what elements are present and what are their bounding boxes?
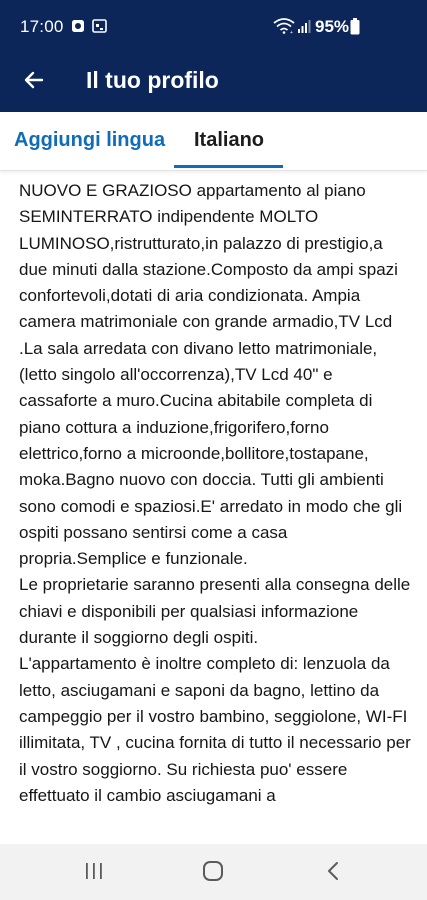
signal-icon bbox=[297, 19, 311, 33]
description-text: NUOVO E GRAZIOSO appartamento al piano SEMINTERRATO indipendente MOLTO LUMINOSO,ristrutturato,in palazzo di prestigio,a due minuti dalla stazione.Composto da ampi spazi confortevoli,dotati di aria condizionata. Ampia camera matrimoniale con grande armadio,TV Lcd .La sala arredata con divano letto matrimoniale,(letto singolo all'occorrenza),TV Lcd 40" e cassaforte a muro.Cucina abitabile completa di piano cottura a induzione,frigorifero,forno elettrico,forno a microonde,bollitore,tostapane, moka.Bagno nuovo con doccia. Tutti gli ambienti sono comodi e spaziosi.E' arredato in modo che gli ospiti possano sentirsi come a casa propria.Semplice e funzionale. Le proprietarie saranno presenti alla consegna delle chiavi e disponibili per qualsiasi informazione durante il soggiorno degli ospiti. L'appartamento è inoltre completo di: lenzuola da letto, asciugamani e saponi da bagno, lettino da campeggio per il vostro bambino, seggiolone, WI-FI illimitata, TV , cucina fornita di tutto il necessario per il vostro soggiorno. Su richiesta puo' essere effettuato il cambio asciugamani a bbox=[19, 181, 411, 805]
recent-apps-icon bbox=[84, 862, 104, 885]
app-bar bbox=[0, 56, 427, 112]
recent-apps-button[interactable] bbox=[79, 858, 109, 888]
system-navigation-bar bbox=[0, 844, 427, 900]
svg-text:+: + bbox=[290, 30, 293, 36]
home-button[interactable] bbox=[198, 858, 228, 888]
page-title: Il tuo profilo bbox=[86, 67, 219, 93]
battery-percentage: 95% bbox=[315, 17, 350, 36]
nav-back-button[interactable] bbox=[318, 858, 348, 888]
back-icon bbox=[326, 861, 340, 886]
back-button[interactable] bbox=[14, 62, 54, 102]
screen-cast-icon bbox=[92, 19, 106, 33]
notification-icon bbox=[71, 19, 85, 33]
description-container[interactable] bbox=[19, 178, 411, 844]
tab-add-language[interactable]: Aggiungi lingua bbox=[14, 129, 166, 151]
app-header bbox=[0, 0, 427, 112]
language-tabs bbox=[0, 112, 427, 171]
tab-italiano[interactable]: Italiano bbox=[194, 129, 265, 151]
arrow-back-icon bbox=[22, 68, 46, 97]
home-icon bbox=[202, 860, 224, 887]
battery-icon bbox=[350, 18, 360, 35]
active-tab-indicator bbox=[174, 165, 283, 168]
wifi-icon bbox=[273, 18, 295, 34]
status-time: 17:00 bbox=[20, 17, 64, 36]
status-bar bbox=[0, 0, 427, 56]
